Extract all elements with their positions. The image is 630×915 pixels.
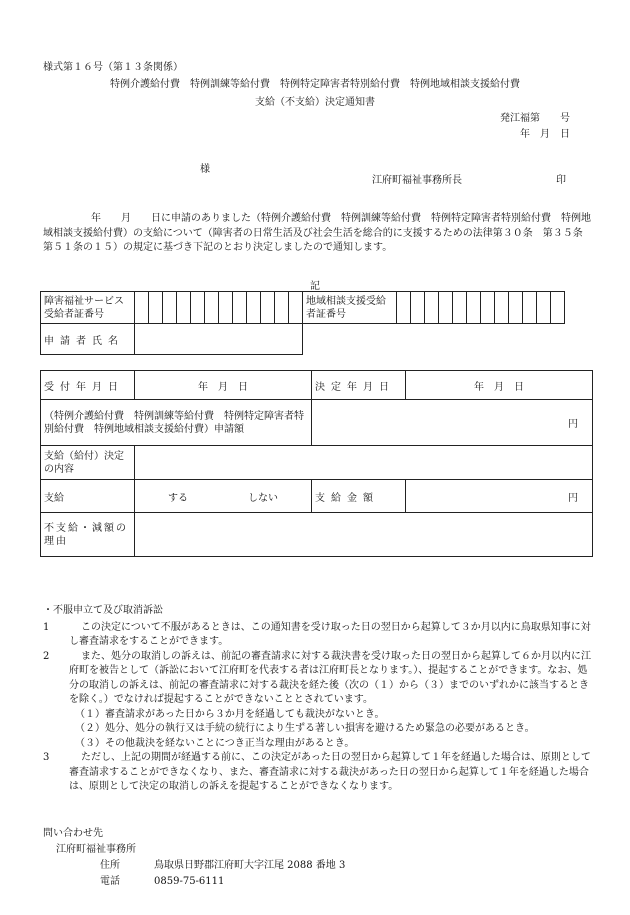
address-label: 住所 (100, 860, 120, 871)
reason-value (135, 513, 593, 557)
digit-cell (163, 292, 177, 324)
decision-date-value: 年 月 日 (406, 371, 593, 400)
supply-amount-yen: 円 (406, 480, 593, 513)
note-item (43, 650, 593, 708)
decision-content-label: 支給（給付）決定の内容 (41, 446, 135, 480)
document-title-line1: 特例介護給付費 特例訓練等給付費 特例特定障害者特別給付費 特例地域相談支援給付費 (110, 79, 520, 90)
address-value: 鳥取県日野郡江府町大字江尾 2088 番地 3 (154, 860, 346, 871)
digit-cell (467, 292, 481, 324)
digit-cell (439, 292, 453, 324)
received-date-label: 受付年月日 (41, 371, 135, 400)
contact-address-row (43, 858, 345, 874)
supply-yes-option: する (168, 492, 188, 504)
contact-office: 江府町福祉事務所 (56, 844, 136, 855)
decision-content-value (135, 446, 593, 480)
digit-cell (219, 292, 233, 324)
phone-label: 電話 (100, 876, 120, 887)
digit-cell (397, 292, 411, 324)
contact-phone-row (43, 874, 345, 890)
sender-name: 江府町福祉事務所長 (372, 175, 462, 186)
appeal-notes (43, 604, 593, 795)
digit-cell (275, 292, 289, 324)
digit-cell (551, 292, 565, 324)
decision-date-label: 決定年月日 (312, 371, 406, 400)
note-sub-item: （１）審査請求があった日から３か月を経過しても裁決がないとき。 (75, 708, 385, 720)
notes-heading: ・不服申立て及び取消訴訟 (43, 605, 163, 616)
digit-cell (233, 292, 247, 324)
digit-cell (135, 292, 149, 324)
document-number: 発江福第 号 (500, 113, 570, 124)
digit-cell (537, 292, 551, 324)
recipient-suffix: 様 (200, 164, 210, 175)
note-sub-item: （２）処分、処分の執行又は手続の続行により生ずる著しい損害を避けるため緊急の必要があるとき。 (75, 723, 535, 734)
digit-cell (261, 292, 275, 324)
contact-heading: 問い合わせ先 (43, 828, 103, 839)
note-text: ただし、上記の期間が経過する前に、この決定があった日の翌日から起算して１年を経過した場合は、原則として審査請求することができなくなり、また、審査請求に対する裁決があった日の翌日から起算して１年を経過した場合は、原則として決定の取消しの訴えを提起することができなくなります。 (69, 752, 591, 792)
application-amount-label: （特例介護給付費 特例訓練等給付費 特例特定障害者特別給付費 特例地域相談支援給付費）申請額 (41, 400, 312, 446)
digit-cell (289, 292, 303, 324)
reason-label: 不支給・減額の理由 (41, 513, 135, 557)
digit-cell (523, 292, 537, 324)
phone-value: 0859-75-6111 (154, 876, 225, 887)
application-amount-yen: 円 (312, 400, 593, 446)
seal-mark: 印 (556, 175, 566, 186)
document-date: 年 月 日 (520, 129, 570, 140)
service-cert-label: 障害福祉サービス受給者証番号 (41, 292, 135, 324)
form-number: 様式第１６号（第１３条関係） (43, 62, 183, 73)
digit-cell (411, 292, 425, 324)
supply-no-option: しない (248, 492, 278, 504)
applicant-name-value (135, 324, 303, 355)
note-item (43, 751, 593, 795)
digit-cell (149, 292, 163, 324)
note-number: 3 (43, 752, 50, 763)
digit-cell (453, 292, 467, 324)
applicant-name-label: 申請者氏名 (41, 324, 135, 355)
notice-paragraph: 年 月 日に申請のありました（特例介護給付費 特例訓練等給付費 特例特定障害者特別給付費 特例地域相談支援給付費）の支給について（障害者の日常生活及び社会生活を総合的に支援するための法律第３０条 第３５条 第５１条の１５）の規定に基づき下記のとおり決定しましたので通知します。 (43, 213, 593, 253)
contact-info (43, 826, 345, 890)
ki-heading: 記 (310, 281, 320, 292)
digit-cell (495, 292, 509, 324)
supply-label: 支給 (44, 492, 64, 504)
certificate-table (40, 291, 565, 355)
digit-cell (481, 292, 495, 324)
note-item (43, 621, 593, 650)
digit-cell (205, 292, 219, 324)
digit-cell (509, 292, 523, 324)
decision-table (40, 370, 593, 557)
digit-cell (191, 292, 205, 324)
note-text: この決定について不服があるときは、この通知書を受け取った日の翌日から起算して３か月以内に鳥取県知事に対し審査請求をすることができます。 (69, 621, 591, 647)
document-title-line2: 支給（不支給）決定通知書 (255, 97, 375, 108)
note-number: 1 (43, 621, 50, 633)
received-date-value: 年 月 日 (135, 371, 312, 400)
digit-cell (425, 292, 439, 324)
digit-cell (177, 292, 191, 324)
note-text: また、処分の取消しの訴えは、前記の審査請求に対する裁決書を受け取った日の翌日から起算して６か月以内に江府町を被告として（訴訟において江府町を代表する者は江府町長となります。）、提起することができます。なお、処分の取消しの訴えは、前記の審査請求に対する裁決を経た後（次の（１）から（３）までのいずれかに該当するときを除く。）でなければ提起することができないこととされています。 (69, 650, 591, 705)
consult-cert-label: 地域相談支援受給者証番号 (303, 292, 397, 324)
supply-amount-label: 支給金額 (312, 480, 406, 513)
note-number: 2 (43, 650, 50, 662)
digit-cell (247, 292, 261, 324)
note-sub-item: （３）その他裁決を経ないことにつき正当な理由があるとき。 (75, 737, 355, 749)
